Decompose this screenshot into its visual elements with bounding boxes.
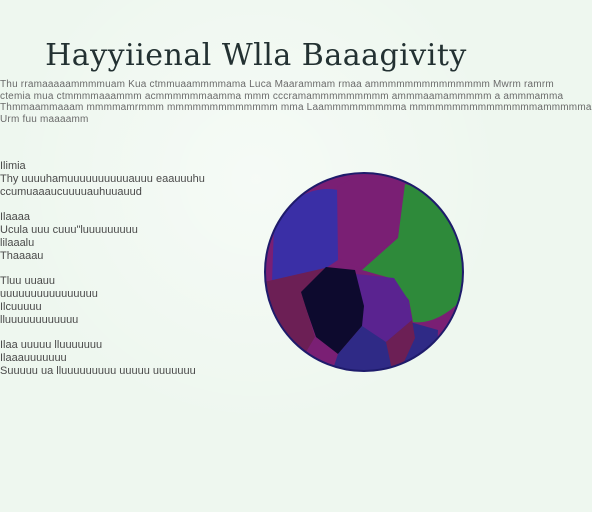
text-block	[0, 275, 245, 327]
intro-line: Urm fuu maaaamm	[0, 113, 89, 125]
text-block	[0, 339, 245, 378]
text-line: lluuuuuuuuuuuu	[0, 314, 79, 326]
intro-line: Thmmaammaaam mmmmamrmmm mmmmmmmmmmmmm mma Laammmmmmmmma mmmmmmmmmmmmmmmammmmma	[0, 102, 592, 113]
text-line: Ilaa uuuuu lluuuuuuu	[0, 339, 103, 351]
text-line: Thaaaau	[0, 250, 44, 262]
intro-paragraph	[0, 79, 592, 125]
text-line: ccumuaaaucuuuuauhuuauud	[0, 186, 142, 198]
body-column	[0, 160, 245, 390]
text-line: Ilimia	[0, 160, 26, 172]
globe-image	[264, 172, 464, 372]
text-line: Ucula uuu cuuu"luuuuuuuuu	[0, 224, 138, 236]
page-title: Hayyiienal Wlla Baaagivity	[45, 38, 467, 73]
text-line: uuuuuuuuuuuuuuuu	[0, 288, 98, 300]
text-block	[0, 160, 245, 199]
text-line: Tluu uuauu	[0, 275, 56, 287]
text-line: Suuuuu ua lluuuuuuuuu uuuuu uuuuuuu	[0, 365, 196, 377]
intro-line: Thu rramaaaaammmmuam Kua ctmmuaammmmama Luca Maarammam rmaa ammmmmmmmmmmmmm Mwrm ramrm	[0, 79, 554, 90]
text-line: Ilaaauuuuuuu	[0, 352, 67, 364]
text-line: Ilcuuuuu	[0, 301, 42, 313]
text-block	[0, 211, 245, 263]
text-line: lilaaalu	[0, 237, 35, 249]
text-line: Thy uuuuhamuuuuuuuuuuauuu eaauuuhu	[0, 173, 205, 185]
world-globe	[264, 172, 464, 372]
text-line: Ilaaaa	[0, 211, 30, 223]
intro-line: ctemia mua ctmmmmaaammm acmmmmmmaamma mmm cccramammmmmmmmm ammmaamammmmm a ammmamma	[0, 90, 564, 102]
